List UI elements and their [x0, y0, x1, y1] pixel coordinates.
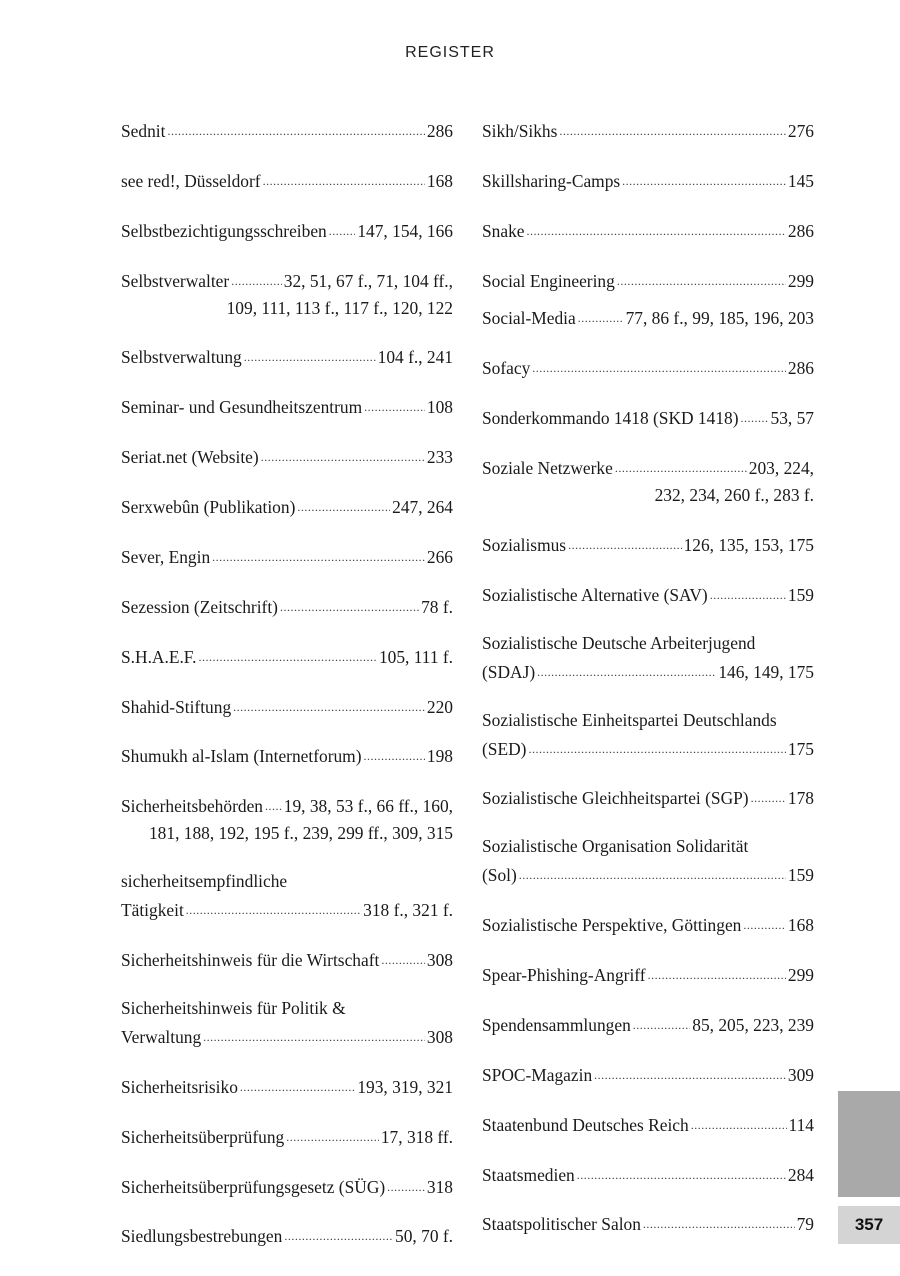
index-entry	[482, 1160, 814, 1189]
page-references: 77, 86 f., 99, 185, 196, 203	[625, 308, 814, 329]
index-term: Serxwebûn (Publikation)	[121, 497, 296, 517]
index-entry-line	[482, 353, 814, 382]
index-term: Seminar- und Gesundheitszentrum	[121, 397, 363, 418]
index-entry	[482, 116, 814, 145]
page-references: 105, 111 f.	[378, 646, 453, 667]
index-term: Snake	[482, 220, 525, 241]
page-references: 175	[787, 738, 814, 759]
index-term: Sicherheitshinweis für die Wirtschaft	[121, 950, 380, 970]
index-entry-line	[121, 592, 453, 621]
index-entry-line	[482, 910, 814, 939]
index-entry	[482, 216, 814, 245]
page-references: 286	[426, 120, 453, 141]
index-entry-line	[121, 542, 453, 571]
index-term: see red!, Düsseldorf	[121, 170, 261, 191]
index-entry-line	[482, 216, 814, 245]
dot-leader	[691, 1110, 787, 1131]
dot-leader	[244, 343, 376, 364]
index-entry-line	[121, 116, 453, 145]
index-entry-line	[482, 1010, 814, 1039]
index-entry	[482, 707, 814, 763]
dot-leader	[364, 742, 425, 763]
index-term-line: Sicherheitshinweis für Politik &	[121, 998, 346, 1018]
index-entry	[121, 742, 453, 771]
index-entry	[482, 266, 814, 295]
page-references: 193, 319, 321	[357, 1076, 453, 1097]
page-references: 318 f., 321 f.	[363, 900, 453, 921]
page-references: 247, 264	[392, 497, 453, 517]
index-entry	[121, 542, 453, 571]
dot-leader	[381, 945, 425, 966]
dot-leader	[203, 1022, 425, 1043]
dot-leader	[186, 895, 361, 916]
index-entry-line	[482, 304, 814, 333]
dot-leader	[198, 642, 377, 663]
page-references-continued: 109, 111, 113 f., 117 f., 120, 122	[226, 297, 453, 318]
dot-leader	[751, 784, 786, 805]
index-entry	[121, 1072, 453, 1101]
dot-leader	[577, 1160, 786, 1181]
index-entry-line	[121, 166, 453, 195]
page-references: 299	[787, 270, 814, 291]
page-references: 147, 154, 166	[357, 220, 453, 241]
dot-leader	[240, 1072, 355, 1093]
index-entry-line	[482, 403, 814, 432]
index-entry-line	[121, 1172, 453, 1201]
index-entry-line	[482, 1210, 814, 1239]
index-term: Sonderkommando 1418 (SKD 1418)	[482, 408, 739, 429]
dot-leader	[519, 860, 786, 881]
index-entry	[121, 343, 453, 372]
index-entry	[121, 442, 453, 471]
dot-leader	[212, 542, 425, 563]
index-term: Skillsharing-Camps	[482, 170, 621, 191]
page-references: 159	[787, 865, 814, 886]
page-references: 203, 224,	[748, 458, 814, 478]
page-references: 233	[426, 447, 453, 468]
page-references: 308	[426, 1026, 453, 1047]
page-references: 145	[787, 170, 814, 191]
dot-leader	[286, 1122, 379, 1143]
index-entry	[482, 580, 814, 609]
dot-leader	[743, 910, 786, 931]
page-number: 357	[838, 1206, 900, 1244]
index-entry-line	[482, 530, 814, 559]
page-references: 299	[787, 965, 814, 985]
index-entry	[121, 592, 453, 621]
index-term: Sezession (Zeitschrift)	[121, 596, 278, 617]
index-term: (Sol)	[482, 865, 517, 886]
index-entry-line	[121, 442, 453, 471]
index-term-line: Sozialistische Einheitspartei Deutschlands	[482, 709, 777, 730]
index-entry	[482, 630, 814, 686]
index-entry	[121, 995, 453, 1051]
index-entry	[121, 266, 453, 322]
dot-leader	[263, 166, 425, 187]
index-entry-line	[482, 784, 814, 813]
index-term: Sozialistische Alternative (SAV)	[482, 584, 708, 605]
index-entry-line	[121, 492, 453, 521]
index-term: S.H.A.E.F.	[121, 646, 197, 667]
dot-leader	[284, 1222, 393, 1243]
index-term: Selbstbezichtigungsschreiben	[121, 220, 327, 241]
index-term: Sednit	[121, 120, 166, 141]
index-entry-line	[121, 1022, 453, 1051]
page-references: 53, 57	[770, 408, 814, 429]
index-column-right	[482, 116, 814, 1259]
index-entry	[482, 1060, 814, 1089]
index-entry	[482, 453, 814, 509]
page-references: 50, 70 f.	[395, 1226, 453, 1247]
index-entry-line	[121, 392, 453, 421]
index-term: Shumukh al-Islam (Internetforum)	[121, 746, 362, 767]
dot-leader	[280, 592, 419, 613]
index-term: Selbstverwalter	[121, 270, 230, 291]
index-entry-line	[121, 692, 453, 721]
index-entry-line	[482, 1160, 814, 1189]
dot-leader	[710, 580, 786, 601]
index-term: Sever, Engin	[121, 546, 211, 567]
dot-leader	[387, 1172, 425, 1193]
page-references: 308	[426, 950, 453, 970]
index-entry	[482, 304, 814, 333]
index-entry-line	[121, 266, 453, 295]
index-entry	[482, 784, 814, 813]
dot-leader	[568, 530, 682, 551]
page-references: 286	[787, 220, 814, 241]
dot-leader	[231, 266, 282, 287]
index-entry-line	[121, 343, 453, 372]
index-term: Siedlungsbestrebungen	[121, 1226, 283, 1247]
index-entry-line	[121, 791, 453, 820]
index-entry-line	[482, 580, 814, 609]
index-entry	[121, 116, 453, 145]
index-term: Spear-Phishing-Angriff	[482, 965, 646, 985]
index-entry	[121, 692, 453, 721]
index-term: Sozialismus	[482, 534, 567, 555]
index-term: Spendensammlungen	[482, 1014, 631, 1035]
index-term: Sicherheitsüberprüfungsgesetz (SÜG)	[121, 1176, 386, 1197]
page-references: 178	[787, 788, 814, 809]
index-entry	[121, 642, 453, 671]
index-term: Sicherheitsbehörden	[121, 796, 263, 817]
dot-leader	[261, 442, 425, 463]
index-term: Sozialistische Perspektive, Göttingen	[482, 915, 742, 936]
index-term: Sikh/Sikhs	[482, 120, 558, 141]
page-references: 318	[426, 1176, 453, 1197]
page-references: 126, 135, 153, 175	[683, 534, 814, 555]
index-entry-line	[482, 453, 814, 482]
dot-leader	[633, 1010, 691, 1031]
index-term: Sozialistische Gleichheitspartei (SGP)	[482, 788, 749, 809]
dot-leader	[527, 216, 786, 237]
index-entry	[121, 1122, 453, 1151]
index-term: Soziale Netzwerke	[482, 458, 613, 478]
index-entry	[482, 910, 814, 939]
page-references: 78 f.	[421, 596, 453, 617]
index-term: (SED)	[482, 738, 527, 759]
dot-leader	[741, 403, 769, 424]
index-entry-line	[121, 1222, 453, 1251]
index-entry	[121, 868, 453, 924]
page-references: 220	[426, 696, 453, 717]
index-entry-line	[482, 116, 814, 145]
index-entry-line	[482, 1110, 814, 1139]
page-references: 168	[426, 170, 453, 191]
index-entry	[482, 960, 814, 989]
index-entry	[121, 216, 453, 245]
index-entry	[482, 353, 814, 382]
dot-leader	[265, 791, 282, 812]
dot-leader	[329, 216, 356, 237]
index-entry	[482, 403, 814, 432]
page-references: 79	[796, 1214, 814, 1235]
index-entry	[121, 1172, 453, 1201]
dot-leader	[167, 116, 424, 137]
index-term: Sofacy	[482, 358, 531, 379]
dot-leader	[233, 692, 425, 713]
index-entry	[482, 166, 814, 195]
dot-leader	[617, 266, 786, 287]
index-entry	[482, 530, 814, 559]
index-entry-line	[482, 960, 814, 989]
page-references: 32, 51, 67 f., 71, 104 ff.,	[283, 270, 453, 291]
dot-leader	[578, 304, 624, 325]
dot-leader	[615, 453, 747, 474]
thumb-index-tab	[838, 1091, 900, 1197]
index-entry-line	[121, 1072, 453, 1101]
page-references-continued: 232, 234, 260 f., 283 f.	[654, 485, 814, 505]
index-term-line: Sozialistische Organisation Solidarität	[482, 836, 749, 857]
index-entry-line	[482, 657, 814, 686]
dot-leader	[622, 166, 786, 187]
page-references: 198	[426, 746, 453, 767]
running-header: REGISTER	[405, 44, 495, 61]
page-references: 309	[787, 1064, 814, 1085]
index-entry-line	[121, 945, 453, 974]
index-entry-line	[482, 1060, 814, 1089]
index-entry-line	[482, 266, 814, 295]
page-references: 17, 318 ff.	[380, 1126, 453, 1147]
dot-leader	[648, 960, 786, 981]
dot-leader	[594, 1060, 786, 1081]
index-entry-line	[121, 895, 453, 924]
index-entry-line	[121, 642, 453, 671]
dot-leader	[528, 734, 785, 755]
index-term: Shahid-Stiftung	[121, 696, 232, 717]
index-term: Sicherheitsrisiko	[121, 1076, 238, 1097]
dot-leader	[643, 1210, 795, 1231]
index-entry	[121, 1222, 453, 1251]
page-references: 104 f., 241	[377, 347, 453, 368]
index-entry-line	[482, 166, 814, 195]
index-term: SPOC-Magazin	[482, 1064, 593, 1085]
index-entry	[482, 833, 814, 889]
index-term: Sicherheitsüberprüfung	[121, 1126, 285, 1147]
page-references: 266	[426, 546, 453, 567]
page-references: 159	[787, 584, 814, 605]
index-entry-line	[121, 742, 453, 771]
index-entry	[482, 1210, 814, 1239]
index-entry-line	[121, 1122, 453, 1151]
index-term: Verwaltung	[121, 1026, 202, 1047]
dot-leader	[297, 492, 390, 513]
page-references: 19, 38, 53 f., 66 ff., 160,	[283, 796, 453, 817]
index-entry	[121, 166, 453, 195]
page-references: 284	[787, 1164, 814, 1185]
index-column-left	[121, 116, 453, 1271]
page-references: 108	[426, 397, 453, 418]
index-entry	[121, 392, 453, 421]
page-references: 168	[787, 915, 814, 936]
index-term: (SDAJ)	[482, 661, 536, 682]
index-term: Social Engineering	[482, 270, 615, 291]
index-entry-line	[121, 216, 453, 245]
index-term: Staatspolitischer Salon	[482, 1214, 641, 1235]
page-references: 146, 149, 175	[718, 661, 814, 682]
page-references: 276	[787, 120, 814, 141]
index-term-line: Sozialistische Deutsche Arbeiterjugend	[482, 632, 756, 653]
dot-leader	[532, 353, 786, 374]
index-term: Staatsmedien	[482, 1164, 575, 1185]
index-entry-line	[482, 734, 814, 763]
index-entry	[121, 791, 453, 847]
index-entry	[482, 1010, 814, 1039]
index-term-line: sicherheitsempfindliche	[121, 871, 288, 892]
index-term: Social-Media	[482, 308, 576, 329]
dot-leader	[537, 657, 716, 678]
page-references: 114	[788, 1114, 814, 1135]
index-entry	[121, 945, 453, 974]
index-term: Staatenbund Deutsches Reich	[482, 1114, 689, 1135]
index-term: Seriat.net (Website)	[121, 447, 259, 468]
index-entry	[121, 492, 453, 521]
index-term: Tätigkeit	[121, 900, 184, 921]
dot-leader	[559, 116, 786, 137]
index-term: Selbstverwaltung	[121, 347, 242, 368]
page-references-continued: 181, 188, 192, 195 f., 239, 299 ff., 309, 315	[148, 823, 453, 844]
page-references: 85, 205, 223, 239	[692, 1014, 814, 1035]
dot-leader	[364, 392, 425, 413]
index-entry	[482, 1110, 814, 1139]
page-references: 286	[787, 358, 814, 379]
index-entry-line	[482, 860, 814, 889]
